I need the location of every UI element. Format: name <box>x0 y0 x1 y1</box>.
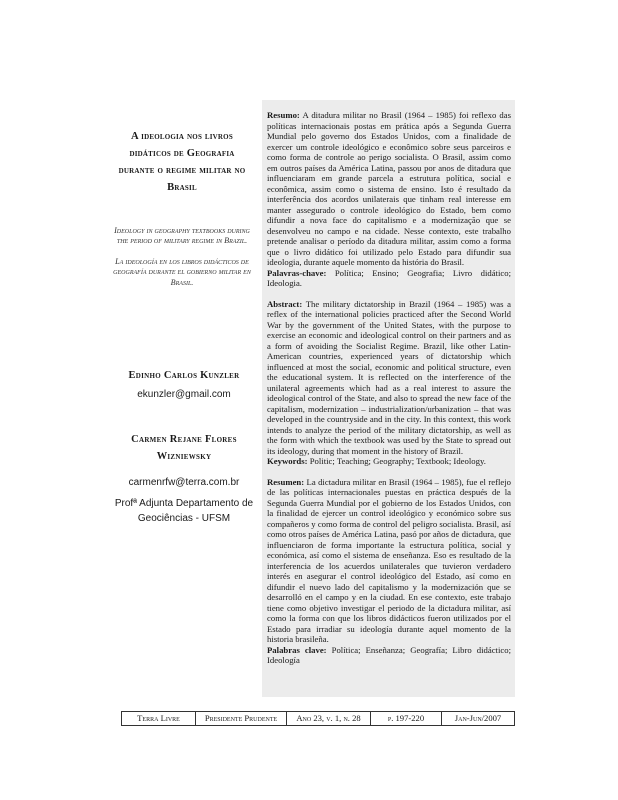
footer-date: Jan-Jun/2007 <box>454 713 502 723</box>
footer-journal: Terra Livre <box>122 712 196 725</box>
author-email: carmenrfw@terra.com.br <box>128 477 240 488</box>
abstract-text: The military dictatorship in Brazil (1964 – 1985) was a reflex of the international policies practiced after the Second World War by the government of the United States, with the purpose to exercise an economic and ideological control on their partners and as a form of avoiding the Socialist Regime. Brazil, like other Latin-American countries, experienced years of dictatorship which influenced at most the social, economic and political structure, even the educational system. It is reflected on the interference of the unilateral agreements which had as a real interest to assure the ideological control of the State, and also to spread the new face of the capitalism, modernization – industrialization/urbanization – that was developed in the countryside and in the city. In this context, this work intends to analyze the period of the military dictatorship, as well as the form with which the textbook was used by the State to spread out its ideology, during that moment in the history of Brazil. <box>267 298 511 456</box>
resumo-paragraph <box>267 110 511 289</box>
author-name: Edinho Carlos Kunzler <box>128 370 240 381</box>
resumen-keywords: Política; Enseñanza; Geografía; Libro didáctico; Ideología <box>267 644 511 665</box>
resumo-label: Resumo: <box>267 110 300 120</box>
resumen-keywords-label: Palabras clave: <box>267 644 327 655</box>
title-block <box>112 128 252 288</box>
author-email: ekunzler@gmail.com <box>137 389 231 400</box>
abstract-keywords: Politic; Teaching; Geography; Textbook; Ideology. <box>307 456 486 466</box>
author-1 <box>112 367 256 402</box>
resumo-keywords: Política; Ensino; Geografia; Livro didático; Ideologia. <box>267 267 511 288</box>
author-name: Carmen Rejane Flores Wizniewsky <box>131 434 237 462</box>
footer-city: Presidente Prudente <box>196 712 287 725</box>
resumen-paragraph <box>267 477 511 666</box>
footer-volume: Ano 23, v. 1, n. 28 <box>287 712 371 725</box>
author-affiliation: Profª Adjunta Departamento de Geociências - UFSM <box>114 498 254 524</box>
article-subtitle-english: Ideology in geography textbooks during the period of military regime in Brazil. <box>114 226 250 246</box>
article-title: A ideologia nos livros didáticos de Geografia durante o regime militar no Brasil <box>118 131 246 193</box>
abstract-keywords-label: Keywords: <box>267 456 308 466</box>
article-subtitle-spanish: La ideología en los libros didácticos de geografía durante el gobierno militar en Brasil. <box>113 256 251 287</box>
resumen-text: La dictadura militar en Brasil (1964 – 1985), fue el reflejo de las políticas internacionales puestas en práctica después de la Segunda Guerra Mundial por el gobierno de los Estados Unidos, con la finalidad de ejercer un control ideológico y económico sobre sus compañeros y como forma de control del peligro socialista. Brasil, así como otros países de América Latina, pasó por años de dictadura, que influenciaron de forma importante la estructura política, social y económica, así como el sistema de enseñanza. Eso es resultado de la interferencia de los acuerdos unilaterales que tuvieron verdadero interés en asegurar el control ideológico del Estado, así como en difundir el nuevo lado del capitalismo y la modernización que se desarrolló en el campo y en la ciudad. En ese contexto, este trabajo tiene como objetivo investigar el periodo de la dictadura militar, así como la forma con que los libros didácticos fueron utilizados por el Estado para irradiar su ideología durante aquel momento de la historia brasileña. <box>267 476 511 644</box>
resumo-keywords-label: Palavras-chave: <box>267 267 327 278</box>
abstract-label: Abstract: <box>267 298 303 309</box>
footer-pages: p. 197-220 <box>371 712 442 725</box>
resumo-text: A ditadura militar no Brasil (1964 – 1985) foi reflexo das políticas internacionais postas em prática após a Segunda Guerra Mundial pelo governo dos Estados Unidos, com a finalidade de exercer um controle ideológico e econômico sobre seus parceiros e como forma de controle ao perigo socialista. O Brasil, assim como em outros países da América Latina, passou por anos de ditadura que influenciaram em grande parcela a estrutura política, social e econômica, assim como o sistema de ensino. Isto é resultado da interferência dos acordos unilaterais que tinham real interesse em manter assegurado o controle ideológico do Estado, bem como difundir a nova face do capitalismo e a modernização que se desenvolveu no campo e na cidade. Nesse contexto, este trabalho pretende analisar o período da ditadura militar, assim como a forma que o livro didático foi utilizado pelo Estado para difundir sua ideologia, durante aquele momento da história do Brasil. <box>267 110 511 267</box>
resumen-label: Resumen: <box>267 476 305 487</box>
abstracts-panel <box>262 100 515 697</box>
journal-footer <box>121 711 515 726</box>
abstract-paragraph <box>267 299 511 467</box>
author-2 <box>112 431 256 526</box>
